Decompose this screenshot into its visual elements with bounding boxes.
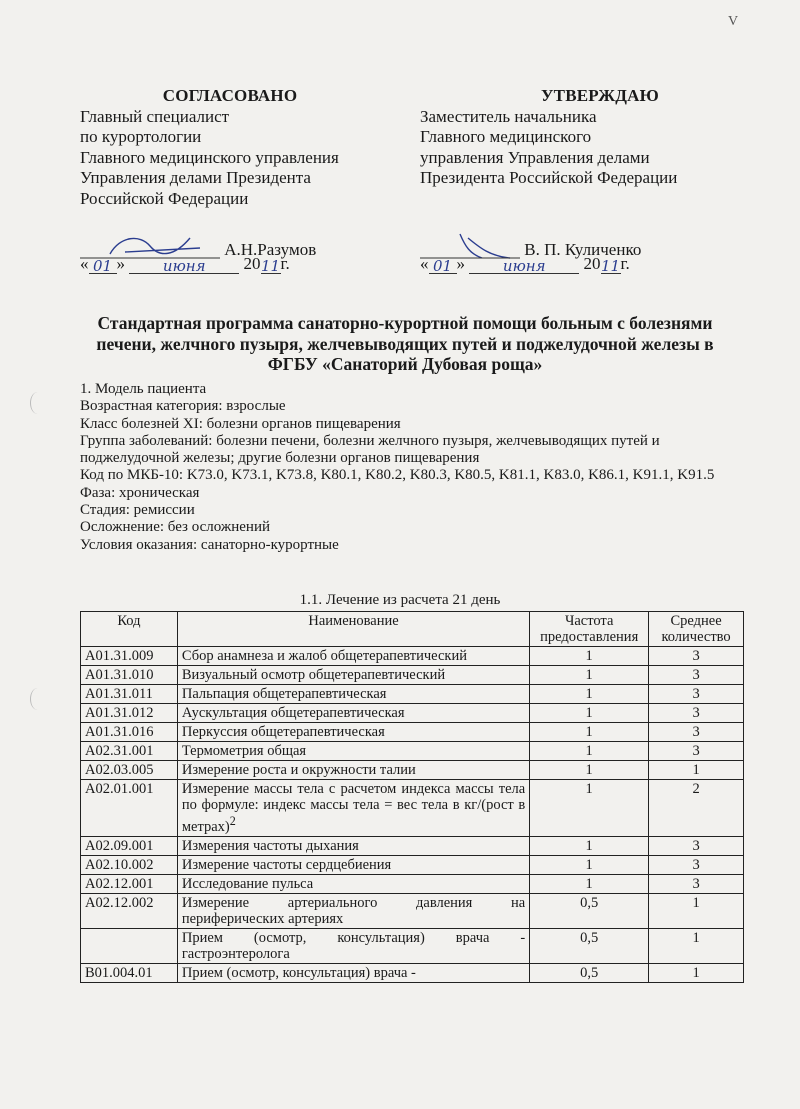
cell-code: A01.31.012 [81, 704, 178, 723]
table-row [81, 928, 744, 963]
left-date-year-prefix: 20 [243, 254, 261, 273]
cell-quantity: 3 [649, 723, 744, 742]
cell-code: A02.12.002 [81, 893, 178, 928]
cell-name: Пальпация общетерапевтическая [177, 685, 529, 704]
cell-name: Измерение артериального давления на периферических артериях [177, 893, 529, 928]
header-frequency: Частота предоставления [530, 612, 649, 647]
approval-agreed-line: Управления делами Президента [80, 168, 311, 187]
table-row [81, 874, 744, 893]
date-quote: » [456, 254, 465, 273]
date-quote: « [420, 254, 429, 273]
superscript-exponent: 2 [229, 814, 236, 828]
cell-quantity: 1 [649, 963, 744, 982]
table-row [81, 855, 744, 874]
cell-code: A02.12.001 [81, 874, 178, 893]
punch-hole-mark [30, 392, 45, 414]
cell-frequency: 1 [530, 742, 649, 761]
patient-age-category: Возрастная категория: взрослые [80, 398, 286, 415]
cell-frequency: 1 [530, 780, 649, 837]
cell-frequency: 0,5 [530, 893, 649, 928]
right-date-row [420, 254, 630, 274]
cell-name: Аускультация общетерапевтическая [177, 704, 529, 723]
table-row [81, 893, 744, 928]
approval-approve-line: Заместитель начальника [420, 106, 597, 126]
left-date-row [80, 254, 290, 274]
cell-quantity: 1 [649, 761, 744, 780]
cell-frequency: 1 [530, 855, 649, 874]
approval-agreed-heading: СОГЛАСОВАНО [162, 86, 298, 105]
patient-stage: Стадия: ремиссии [80, 502, 195, 519]
corner-mark: V [728, 14, 739, 29]
cell-code: A01.31.016 [81, 723, 178, 742]
approval-approve-heading: УТВЕРЖДАЮ [540, 86, 659, 105]
table-row [81, 963, 744, 982]
table-row [81, 647, 744, 666]
cell-code: A02.31.001 [81, 742, 178, 761]
cell-name: Исследование пульса [177, 874, 529, 893]
cell-quantity: 3 [649, 836, 744, 855]
cell-frequency: 1 [530, 666, 649, 685]
cell-name: Прием (осмотр, консультация) врача - [177, 963, 529, 982]
cell-quantity: 3 [649, 666, 744, 685]
cell-code: A01.31.009 [81, 647, 178, 666]
cell-frequency: 1 [530, 874, 649, 893]
patient-disease-group: Группа заболеваний: болезни печени, болезни желчного пузыря, желчевыводящих путей и поджелудочной железы; другие болезни органов пищеварения [80, 432, 660, 467]
cell-code: A02.03.005 [81, 761, 178, 780]
header-code: Код [81, 612, 178, 647]
right-date-month: июня [469, 257, 579, 274]
approval-agreed-line: Главного медицинского управления [80, 147, 339, 167]
right-signatory-name: В. П. Куличенко [524, 240, 642, 259]
table-row [81, 742, 744, 761]
right-date-year-prefix: 20 [583, 254, 601, 273]
approval-agreed-line: по курортологии [80, 127, 202, 146]
cell-frequency: 1 [530, 761, 649, 780]
left-date-suffix: г. [280, 254, 290, 273]
header-name: Наименование [177, 612, 529, 647]
cell-frequency: 1 [530, 723, 649, 742]
cell-code: A02.10.002 [81, 855, 178, 874]
cell-quantity: 3 [649, 685, 744, 704]
punch-hole-mark [30, 688, 45, 710]
table-row [81, 666, 744, 685]
document-title: Стандартная программа санаторно-курортной помощи больным с болезнями печени, желчного пузыря, желчевыводящих путей и поджелудочной железы в ФГБУ «Санаторий Дубовая роща» [96, 313, 714, 374]
left-signatory-name: А.Н.Разумов [224, 240, 317, 259]
left-date-month: июня [129, 257, 239, 274]
cell-code: A01.31.011 [81, 685, 178, 704]
table-row [81, 704, 744, 723]
approval-approve-line: Главного медицинского [420, 127, 592, 146]
table-row [81, 685, 744, 704]
table-header-row [81, 612, 744, 647]
patient-phase: Фаза: хроническая [80, 484, 200, 501]
patient-icd-codes: Код по МКБ-10: K73.0, K73.1, K73.8, K80.1, K80.2, K80.3, K80.5, K81.1, K83.0, K86.1, K91.1, K91.5 [80, 467, 715, 484]
approval-approve-line: Президента Российской Федерации [420, 168, 678, 187]
table-row [81, 761, 744, 780]
patient-complication: Осложнение: без осложнений [80, 519, 271, 536]
cell-quantity: 3 [649, 647, 744, 666]
date-quote: » [116, 254, 125, 273]
cell-name: Визуальный осмотр общетерапевтический [177, 666, 529, 685]
cell-quantity: 2 [649, 780, 744, 837]
cell-frequency: 1 [530, 704, 649, 723]
cell-code [81, 928, 178, 963]
cell-name: Термометрия общая [177, 742, 529, 761]
approval-agreed-block [80, 86, 380, 209]
cell-code: A02.09.001 [81, 836, 178, 855]
right-date-suffix: г. [620, 254, 630, 273]
patient-model-section [80, 381, 730, 554]
table-row [81, 723, 744, 742]
approval-agreed-line: Главный специалист [80, 106, 230, 126]
cell-code: A01.31.010 [81, 666, 178, 685]
cell-quantity: 3 [649, 704, 744, 723]
cell-code: B01.004.01 [81, 963, 178, 982]
approval-agreed-line: Российской Федерации [80, 188, 249, 208]
table-row [81, 780, 744, 837]
cell-name: Измерение роста и окружности талии [177, 761, 529, 780]
treatment-table [80, 611, 744, 983]
cell-frequency: 1 [530, 647, 649, 666]
approval-approve-line: управления Управления делами [420, 147, 650, 167]
cell-quantity: 3 [649, 855, 744, 874]
cell-frequency: 1 [530, 836, 649, 855]
right-date-year: 11 [600, 257, 621, 275]
patient-disease-class: Класс болезней XI: болезни органов пищеварения [80, 415, 401, 432]
left-date-year: 11 [260, 257, 281, 275]
patient-conditions: Условия оказания: санаторно-курортные [80, 536, 339, 553]
left-date-day: 01 [89, 257, 117, 274]
approval-approve-block [420, 86, 750, 189]
cell-quantity: 3 [649, 874, 744, 893]
cell-name: Измерение частоты сердцебиения [177, 855, 529, 874]
header-quantity: Среднее количество [649, 612, 744, 647]
cell-frequency: 1 [530, 685, 649, 704]
cell-code: A02.01.001 [81, 780, 178, 837]
date-quote: « [80, 254, 89, 273]
cell-quantity: 1 [649, 893, 744, 928]
cell-frequency: 0,5 [530, 928, 649, 963]
table-caption: 1.1. Лечение из расчета 21 день [299, 592, 501, 608]
cell-quantity: 1 [649, 928, 744, 963]
cell-quantity: 3 [649, 742, 744, 761]
cell-name: Прием (осмотр, консультация) врача - гастроэнтеролога [177, 928, 529, 963]
cell-frequency: 0,5 [530, 963, 649, 982]
cell-name: Измерение массы тела с расчетом индекса массы тела по формуле: индекс массы тела = вес тела в кг/(рост в метрах)$^2$ [177, 780, 529, 837]
right-date-day: 01 [429, 257, 457, 274]
cell-name: Измерения частоты дыхания [177, 836, 529, 855]
table-row [81, 836, 744, 855]
table-body [81, 647, 744, 983]
cell-name: Перкуссия общетерапевтическая [177, 723, 529, 742]
cell-name: Сбор анамнеза и жалоб общетерапевтический [177, 647, 529, 666]
patient-model-heading: 1. Модель пациента [80, 381, 207, 397]
